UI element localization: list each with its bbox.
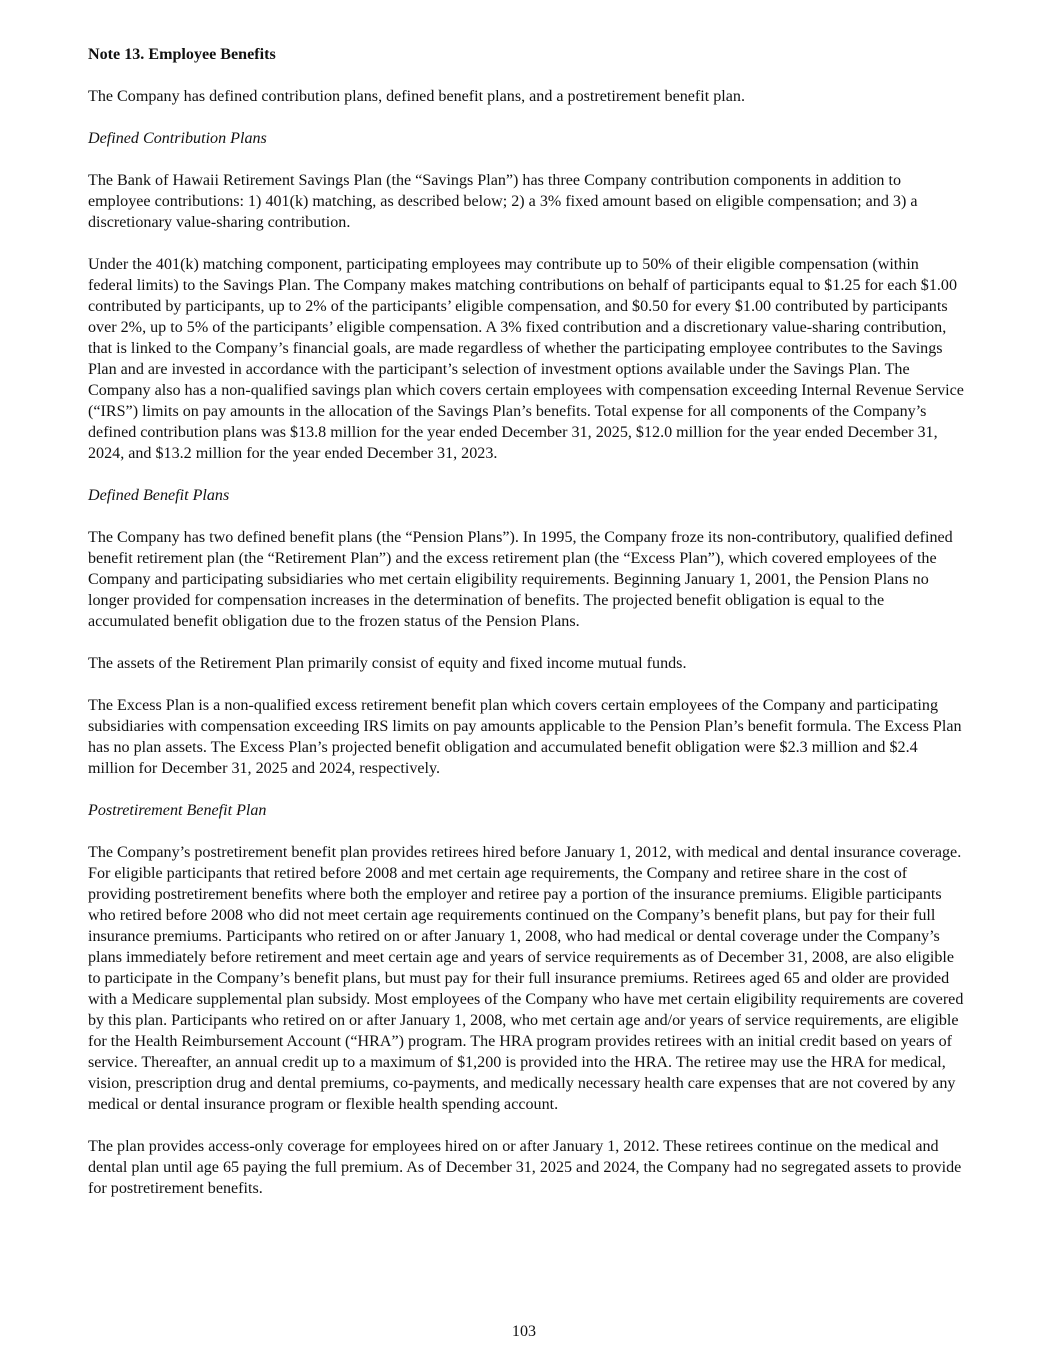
paragraph: The plan provides access-only coverage for employees hired on or after January 1, 2012. These retirees continue on the medical and dental plan until age 65 paying the full premium. As of December 31, 2025 and 2024, the Company had no segregated assets to provide for postretirement benefits. — [88, 1138, 962, 1197]
document-page — [88, 44, 964, 1220]
paragraph: The Company’s postretirement benefit plan provides retirees hired before January 1, 2012, with medical and dental insurance coverage. For eligible participants that retired before 2008 and met certain age requirements, the Company and retiree share in the cost of providing postretirement benefits where both the employer and retiree pay a portion of the insurance premiums. Eligible participants who retired before 2008 who did not meet certain age requirements continued on the Company’s benefit plans, but pay for their full insurance premiums. Participants who retired on or after January 1, 2008, who had medical or dental coverage under the Company’s plans immediately before retirement and meet certain age and years of service requirements as of December 31, 2008, are also eligible to participate in the Company’s benefit plans, but must pay for their full insurance premiums. Retirees aged 65 and older are provided with a Medicare supplemental plan subsidy. Most employees of the Company who have met certain eligibility requirements are covered by this plan. Participants who retired on or after January 1, 2008, who met certain age and/or years of service requirements, are eligible for the Health Reimbursement Account (“HRA”) program. The HRA program provides retirees with an initial credit based on years of service. Thereafter, an annual credit up to a maximum of $1,200 is provided into the HRA. The retiree may use the HRA for medical, vision, prescription drug and dental premiums, co-payments, and medically necessary health care expenses that are not covered by any medical or dental insurance program or flexible health spending account. — [88, 844, 964, 1113]
paragraph: The Company has two defined benefit plans (the “Pension Plans”). In 1995, the Company froze its non-contributory, qualified defined benefit retirement plan (the “Retirement Plan”) and the excess retirement plan (the “Excess Plan”), which covered employees of the Company and participating subsidiaries who met certain eligibility requirements. Beginning January 1, 2001, the Pension Plans no longer provided for compensation increases in the determination of benefits. The projected benefit obligation is equal to the accumulated benefit obligation due to the frozen status of the Pension Plans. — [88, 529, 953, 630]
page-number: 103 — [511, 1323, 537, 1340]
note-title: Note 13. Employee Benefits — [88, 46, 276, 63]
section-heading-defined-contribution: Defined Contribution Plans — [88, 130, 267, 147]
note-intro-paragraph: The Company has defined contribution plans, defined benefit plans, and a postretirement benefit plan. — [88, 88, 745, 105]
paragraph: Under the 401(k) matching component, participating employees may contribute up to 50% of their eligible compensation (within federal limits) to the Savings Plan. The Company makes matching contributions on behalf of participants equal to $1.25 for each $1.00 contributed by participants, up to 2% of the participants’ eligible compensation, and $0.50 for every $1.00 contributed by participants over 2%, up to 5% of the participants’ eligible compensation. A 3% fixed contribution and a discretionary value-sharing contribution, that is linked to the Company’s financial goals, are made regardless of whether the participating employee contributes to the Savings Plan and are invested in accordance with the participant’s selection of investment options available under the Savings Plan. The Company also has a non-qualified savings plan which covers certain employees with compensation exceeding Internal Revenue Service (“IRS”) limits on pay amounts in the allocation of the Savings Plan’s benefits. Total expense for all components of the Company’s defined contribution plans was $13.8 million for the year ended December 31, 2025, $12.0 million for the year ended December 31, 2024, and $13.2 million for the year ended December 31, 2023. — [88, 256, 964, 462]
section-heading-defined-benefit: Defined Benefit Plans — [88, 487, 230, 504]
section-heading-postretirement: Postretirement Benefit Plan — [88, 802, 267, 819]
paragraph: The Bank of Hawaii Retirement Savings Plan (the “Savings Plan”) has three Company contribution components in addition to employee contributions: 1) 401(k) matching, as described below; 2) a 3% fixed amount based on eligible compensation; and 3) a discretionary value-sharing contribution. — [88, 172, 918, 231]
paragraph: The assets of the Retirement Plan primarily consist of equity and fixed income mutual funds. — [88, 655, 687, 672]
paragraph: The Excess Plan is a non-qualified excess retirement benefit plan which covers certain employees of the Company and participating subsidiaries with compensation exceeding IRS limits on pay amounts applicable to the Pension Plan’s benefit formula. The Excess Plan has no plan assets. The Excess Plan’s projected benefit obligation and accumulated benefit obligation were $2.3 million and $2.4 million for December 31, 2025 and 2024, respectively. — [88, 697, 962, 777]
